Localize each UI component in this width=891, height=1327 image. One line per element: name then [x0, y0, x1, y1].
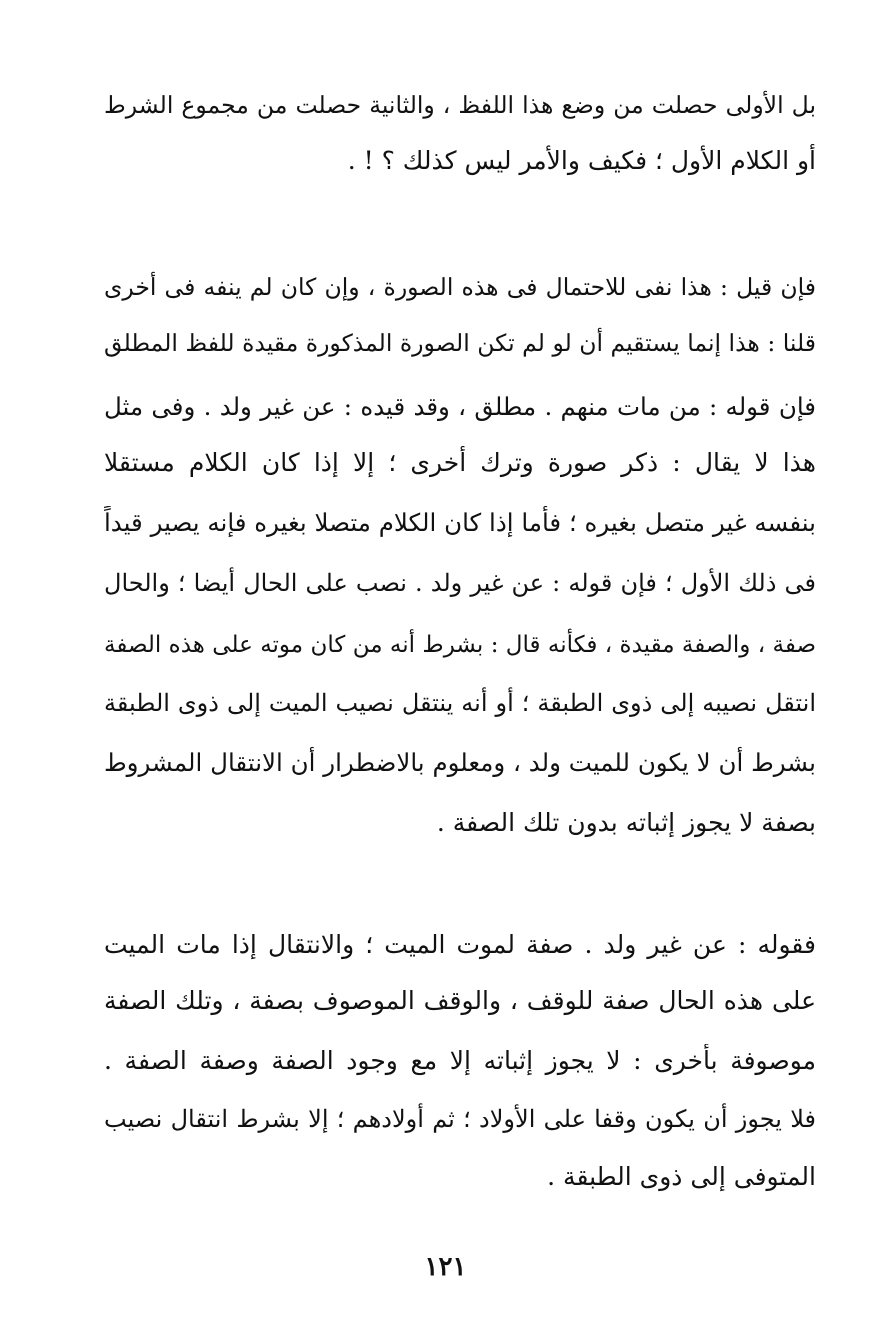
text-line: قلنا : هذا إنما يستقيم أن لو لم تكن الصورة المذكورة مقيدة للفظ المطلق — [104, 329, 816, 357]
text-line: موصوفة بأخرى : لا يجوز إثباته إلا مع وجود الصفة وصفة الصفة . — [104, 1046, 816, 1075]
page-number: ١٢١ — [424, 1252, 467, 1282]
text-line: فى ذلك الأول ؛ فإن قوله : عن غير ولد . نصب على الحال أيضا ؛ والحال — [104, 569, 816, 597]
text-line: بل الأولى حصلت من وضع هذا اللفظ ، والثانية حصلت من مجموع الشرط — [104, 91, 816, 119]
text-line: صفة ، والصفة مقيدة ، فكأنه قال : بشرط أنه من كان موته على هذه الصفة — [104, 632, 816, 658]
text-line: فلا يجوز أن يكون وقفا على الأولاد ؛ ثم أولادهم ؛ إلا بشرط انتقال نصيب — [104, 1105, 816, 1133]
text-line: على هذه الحال صفة للوقف ، والوقف الموصوف بصفة ، وتلك الصفة — [104, 986, 816, 1015]
text-line: المتوفى إلى ذوى الطبقة . — [547, 1162, 816, 1191]
text-line: فقوله : عن غير ولد . صفة لموت الميت ؛ والانتقال إذا مات الميت — [104, 930, 816, 959]
text-line: فإن قيل : هذا نفى للاحتمال فى هذه الصورة ، وإن كان لم ينفه فى أخرى — [104, 273, 816, 301]
text-line: بصفة لا يجوز إثباته بدون تلك الصفة . — [436, 808, 816, 837]
text-line: أو الكلام الأول ؛ فكيف والأمر ليس كذلك ؟ ! . — [347, 146, 816, 175]
text-line: بشرط أن لا يكون للميت ولد ، ومعلوم بالاضطرار أن الانتقال المشروط — [104, 748, 816, 777]
text-line: فإن قوله : من مات منهم . مطلق ، وقد قيده : عن غير ولد . وفى مثل — [104, 392, 816, 421]
text-line: بنفسه غير متصل بغيره ؛ فأما إذا كان الكلام متصلا بغيره فإنه يصير قيداً — [104, 508, 816, 537]
text-line: انتقل نصيبه إلى ذوى الطبقة ؛ أو أنه ينتقل نصيب الميت إلى ذوى الطبقة — [104, 689, 816, 717]
text-line: هذا لا يقال : ذكر صورة وترك أخرى ؛ إلا إذا كان الكلام مستقلا — [104, 448, 816, 477]
